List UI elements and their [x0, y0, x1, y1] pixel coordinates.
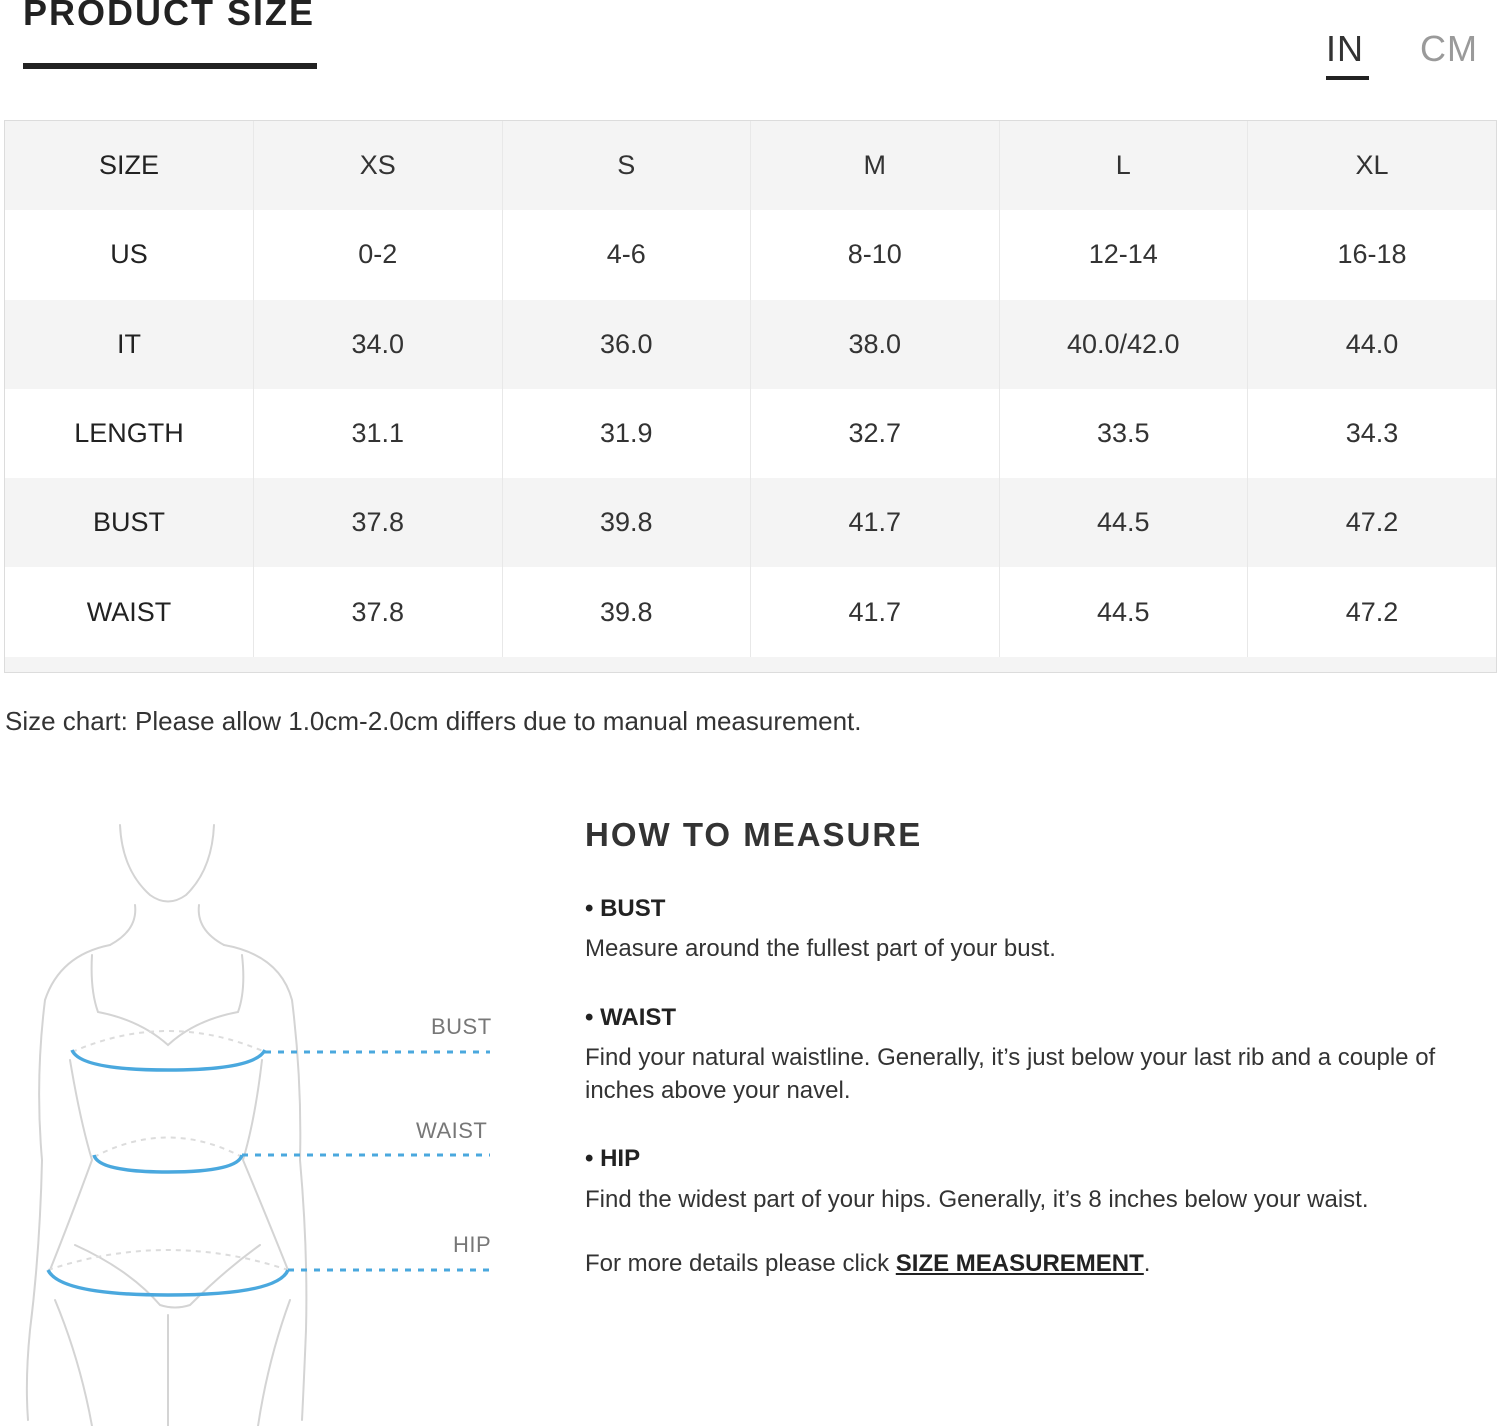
size-table [4, 120, 1497, 673]
bust-line [72, 1050, 265, 1070]
bust-instruction: Measure around the fullest part of your bust. [585, 935, 1056, 962]
table-cell: 16-18 [1248, 210, 1497, 299]
table-row [5, 300, 1496, 389]
table-cell: 47.2 [1248, 567, 1497, 656]
table-cell: 44.5 [999, 478, 1248, 567]
table-cell: M [751, 121, 1000, 210]
more-details-suffix: . [1143, 1250, 1151, 1277]
hip-heading: • HIP [585, 1145, 641, 1172]
unit-tab-cm[interactable]: CM [1420, 28, 1478, 69]
table-cell: 31.1 [254, 389, 503, 478]
waist-label: WAIST [416, 1118, 488, 1143]
hip-label: HIP [453, 1232, 492, 1257]
bust-heading: • BUST [585, 895, 666, 922]
size-chart-note: Size chart: Please allow 1.0cm-2.0cm differs due to manual measurement. [5, 706, 862, 736]
waist-heading: • WAIST [585, 1004, 677, 1031]
table-cell: XL [1248, 121, 1497, 210]
table-cell: 37.8 [254, 478, 503, 567]
row-label-cell: BUST [5, 478, 254, 567]
waist-instruction: Find your natural waistline. Generally, it’s just below your last rib and a couple of inches above your navel. [585, 1044, 1436, 1104]
table-header-row [5, 121, 1496, 210]
table-cell: 44.5 [999, 567, 1248, 656]
row-label-cell: IT [5, 300, 254, 389]
waist-line [94, 1155, 242, 1172]
table-cell: 12-14 [999, 210, 1248, 299]
table-row [5, 567, 1496, 656]
table-cell: 40.0/42.0 [999, 300, 1248, 389]
table-cell: 34.0 [254, 300, 503, 389]
table-cell: 39.8 [502, 478, 751, 567]
body-measurement-figure [0, 800, 520, 1426]
table-cell: 37.8 [254, 567, 503, 656]
table-cell: 0-2 [254, 210, 503, 299]
bust-label: BUST [431, 1014, 492, 1039]
table-cell: 4-6 [502, 210, 751, 299]
hip-instruction: Find the widest part of your hips. Generally, it’s 8 inches below your waist. [585, 1186, 1369, 1213]
table-cell: 41.7 [751, 567, 1000, 656]
row-label-cell: SIZE [5, 121, 254, 210]
unit-tab-in[interactable]: IN [1326, 28, 1364, 69]
table-cell: L [999, 121, 1248, 210]
table-cell: 33.5 [999, 389, 1248, 478]
row-label-cell: WAIST [5, 567, 254, 656]
table-cell: 31.9 [502, 389, 751, 478]
row-label-cell: LENGTH [5, 389, 254, 478]
more-details-prefix: For more details please click [585, 1250, 896, 1277]
table-cell: XS [254, 121, 503, 210]
table-cell: 44.0 [1248, 300, 1497, 389]
table-row [5, 389, 1496, 478]
how-to-measure-title: HOW TO MEASURE [585, 816, 923, 853]
more-details-text [585, 1250, 1150, 1278]
table-cell: 47.2 [1248, 478, 1497, 567]
table-cell: 38.0 [751, 300, 1000, 389]
table-cell: 39.8 [502, 567, 751, 656]
page-title: PRODUCT SIZE [23, 0, 316, 33]
table-row [5, 478, 1496, 567]
table-cell: 36.0 [502, 300, 751, 389]
body-outline-illustration [0, 800, 520, 1426]
size-measurement-link[interactable]: SIZE MEASUREMENT [895, 1250, 1144, 1277]
table-cell: 32.7 [751, 389, 1000, 478]
row-label-cell: US [5, 210, 254, 299]
table-cell: 34.3 [1248, 389, 1497, 478]
table-cell: 8-10 [751, 210, 1000, 299]
unit-tab-active-underline [1326, 76, 1369, 80]
table-cell: S [502, 121, 751, 210]
title-underline [23, 63, 317, 69]
table-cell: 41.7 [751, 478, 1000, 567]
table-row [5, 210, 1496, 299]
hip-line [48, 1270, 288, 1295]
